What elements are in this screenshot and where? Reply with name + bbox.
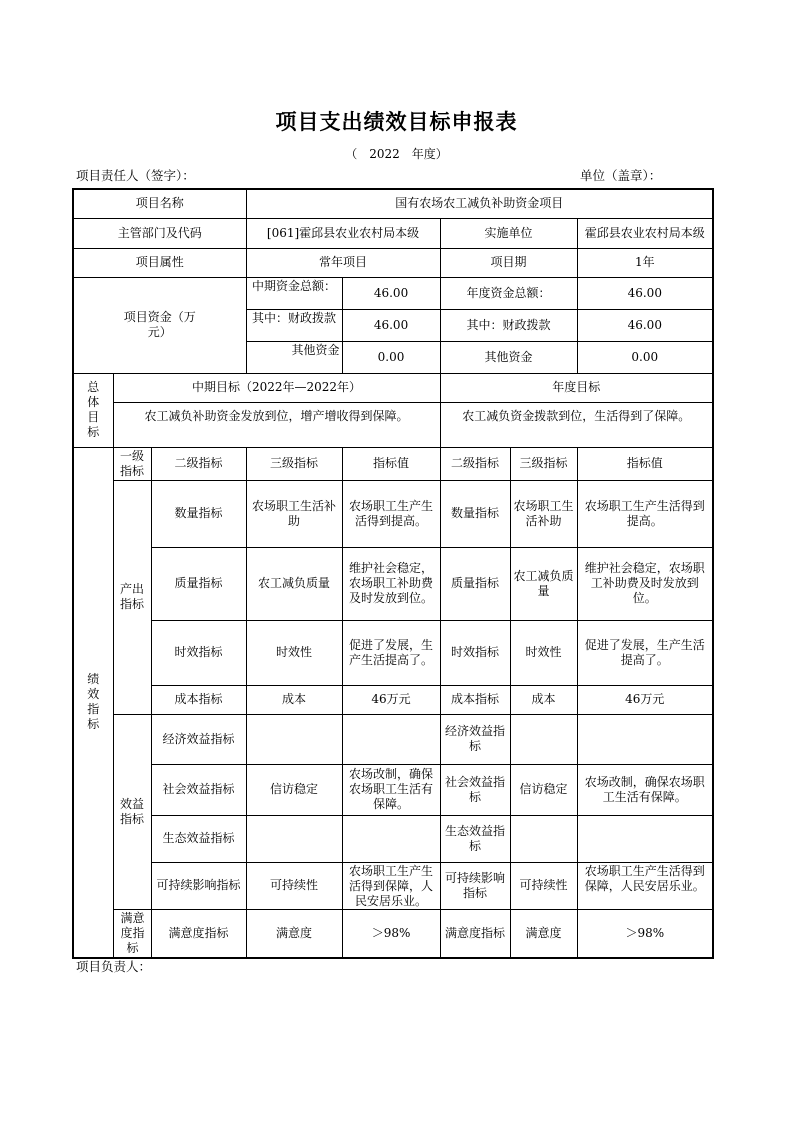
sustainable-value-text: 农场职工生产生活得到保障，人民安居乐业。 (349, 863, 434, 908)
header-value: 指标值 (342, 447, 440, 480)
form-title: 项目支出绩效目标申报表 (275, 109, 518, 134)
project-lead-label: 项目负责人： (76, 959, 152, 974)
year-total-value: 46.00 (577, 277, 713, 309)
year-total-label: 年度资金总额： (440, 277, 577, 309)
funds-label (73, 277, 246, 373)
ecological-value (342, 815, 440, 862)
responsible-person-label: 项目责任人（签字）： (76, 168, 195, 183)
impl-label: 实施单位 (440, 218, 577, 248)
cost-year-value: 46万元 (577, 685, 713, 714)
unit-label: 单位（盖章）： (580, 168, 662, 183)
ecological-l2: 生态效益指标 (151, 815, 246, 862)
row-satisfaction (73, 909, 713, 958)
period-value: 1年 (577, 248, 713, 277)
row-indicator-headers (73, 447, 713, 480)
quantity-year-value: 农场职工生产生活得到提高。 (577, 480, 713, 547)
impl-value: 霍邱县农业农村局本级 (577, 218, 713, 248)
social-l3: 信访稳定 (246, 764, 342, 815)
economic-l2: 经济效益指标 (151, 714, 246, 764)
row-funds-total (73, 277, 713, 309)
year-fiscal-label: 其中：财政拨款 (440, 309, 577, 341)
year-other-label: 其他资金 (440, 341, 577, 373)
dept-label: 主管部门及代码 (73, 218, 246, 248)
project-name-value: 国有农场农工减负补助资金项目 (246, 189, 713, 218)
economic-value (342, 714, 440, 764)
period-label: 项目期 (440, 248, 577, 277)
sustainable-l3: 可持续性 (246, 862, 342, 909)
overall-goal-label (73, 373, 113, 447)
timeliness-year-l2: 时效指标 (440, 620, 510, 685)
quality-l2: 质量指标 (151, 547, 246, 620)
mid-fiscal-label (246, 309, 342, 341)
mid-fiscal-value: 46.00 (342, 309, 440, 341)
attr-value: 常年项目 (246, 248, 440, 277)
row-sustainable (73, 862, 713, 909)
funds-label-text: 项目资金（万元） (123, 310, 196, 339)
mid-goal-text: 农工减负补助资金发放到位，增产增收得到保障。 (113, 402, 440, 447)
output-indicator-label (113, 480, 151, 714)
mid-total-label (246, 277, 342, 309)
satisfaction-indicator-label (113, 909, 151, 958)
mid-other-label (246, 341, 342, 373)
satisfaction-indicator-label-text: 满意度指标 (120, 910, 145, 955)
row-timeliness (73, 620, 713, 685)
social-year-l2: 社会效益指标 (440, 764, 510, 815)
sustainable-year-value (577, 862, 713, 909)
cost-l3: 成本 (246, 685, 342, 714)
sustainable-year-value-text: 农场职工生产生活得到保障，人民安居乐业。 (584, 863, 705, 893)
overall-goal-label-text: 总体目标 (87, 380, 100, 439)
cost-year-l3: 成本 (510, 685, 577, 714)
header-level1: 一级指标 (113, 447, 151, 480)
mid-other-label-text: 其他资金 (291, 342, 340, 357)
sustainable-l2: 可持续影响指标 (151, 862, 246, 909)
header-year-value: 指标值 (577, 447, 713, 480)
performance-indicator-label-text: 绩效指标 (87, 672, 100, 731)
row-ecological (73, 815, 713, 862)
cost-l2: 成本指标 (151, 685, 246, 714)
mid-fiscal-label-text: 其中：财政拨款 (252, 310, 337, 325)
row-department (73, 218, 713, 248)
economic-year-l3 (510, 714, 577, 764)
social-value: 农场改制，确保农场职工生活有保障。 (342, 764, 440, 815)
ecological-year-l2: 生态效益指标 (440, 815, 510, 862)
row-quantity (73, 480, 713, 547)
row-project-name (73, 189, 713, 218)
quantity-year-l3: 农场职工生活补助 (510, 480, 577, 547)
satisfaction-l2: 满意度指标 (151, 909, 246, 958)
quality-year-value: 维护社会稳定，农场职工补助费及时发放到位。 (577, 547, 713, 620)
quality-year-l2: 质量指标 (440, 547, 510, 620)
sustainable-value (342, 862, 440, 909)
quantity-l3: 农场职工生活补助 (246, 480, 342, 547)
economic-year-value (577, 714, 713, 764)
ecological-l3 (246, 815, 342, 862)
benefit-indicator-label (113, 714, 151, 909)
satisfaction-l3: 满意度 (246, 909, 342, 958)
year-other-value: 0.00 (577, 341, 713, 373)
quality-l3: 农工减负质量 (246, 547, 342, 620)
sustainable-year-l2: 可持续影响指标 (440, 862, 510, 909)
year-fiscal-value: 46.00 (577, 309, 713, 341)
mid-total-value: 46.00 (342, 277, 440, 309)
header-year-level2: 二级指标 (440, 447, 510, 480)
row-quality (73, 547, 713, 620)
year-goal-text: 农工减负资金拨款到位，生活得到了保障。 (440, 402, 713, 447)
year-line: （ 2022 年度） (345, 147, 448, 161)
social-year-value: 农场改制，确保农场职工生活有保障。 (577, 764, 713, 815)
header-year-level3: 三级指标 (510, 447, 577, 480)
timeliness-year-l3: 时效性 (510, 620, 577, 685)
header-level3: 三级指标 (246, 447, 342, 480)
row-goal-texts (73, 402, 713, 447)
attr-label: 项目属性 (73, 248, 246, 277)
ecological-year-value (577, 815, 713, 862)
timeliness-value: 促进了发展，生产生活提高了。 (342, 620, 440, 685)
satisfaction-year-l3: 满意度 (510, 909, 577, 958)
satisfaction-year-value: ＞98% (577, 909, 713, 958)
timeliness-year-value: 促进了发展，生产生活提高了。 (577, 620, 713, 685)
performance-indicator-label (73, 447, 113, 958)
row-cost (73, 685, 713, 714)
timeliness-l3: 时效性 (246, 620, 342, 685)
row-social (73, 764, 713, 815)
ecological-year-l3 (510, 815, 577, 862)
year-goal-header: 年度目标 (440, 373, 713, 402)
timeliness-l2: 时效指标 (151, 620, 246, 685)
performance-form-table (72, 188, 714, 959)
quality-year-l3: 农工减负质量 (510, 547, 577, 620)
output-indicator-label-text: 产出指标 (119, 582, 144, 611)
quality-value: 维护社会稳定，农场职工补助费及时发放到位。 (342, 547, 440, 620)
satisfaction-year-l2: 满意度指标 (440, 909, 510, 958)
social-l2: 社会效益指标 (151, 764, 246, 815)
row-economic (73, 714, 713, 764)
project-name-label: 项目名称 (73, 189, 246, 218)
quantity-year-l2: 数量指标 (440, 480, 510, 547)
mid-other-value: 0.00 (342, 341, 440, 373)
cost-year-l2: 成本指标 (440, 685, 510, 714)
mid-total-label-text: 中期资金总额： (252, 278, 337, 293)
header-level2: 二级指标 (151, 447, 246, 480)
cost-value: 46万元 (342, 685, 440, 714)
benefit-indicator-label-text: 效益指标 (119, 796, 144, 826)
quantity-value: 农场职工生产生活得到提高。 (342, 480, 440, 547)
social-year-l3: 信访稳定 (510, 764, 577, 815)
quantity-l2: 数量指标 (151, 480, 246, 547)
row-attribute (73, 248, 713, 277)
mid-goal-header: 中期目标（2022年—2022年） (113, 373, 440, 402)
dept-value: [061]霍邱县农业农村局本级 (246, 218, 440, 248)
economic-year-l2: 经济效益指标 (440, 714, 510, 764)
satisfaction-value: ＞98% (342, 909, 440, 958)
economic-l3 (246, 714, 342, 764)
sustainable-year-l3: 可持续性 (510, 862, 577, 909)
row-goal-headers (73, 373, 713, 402)
